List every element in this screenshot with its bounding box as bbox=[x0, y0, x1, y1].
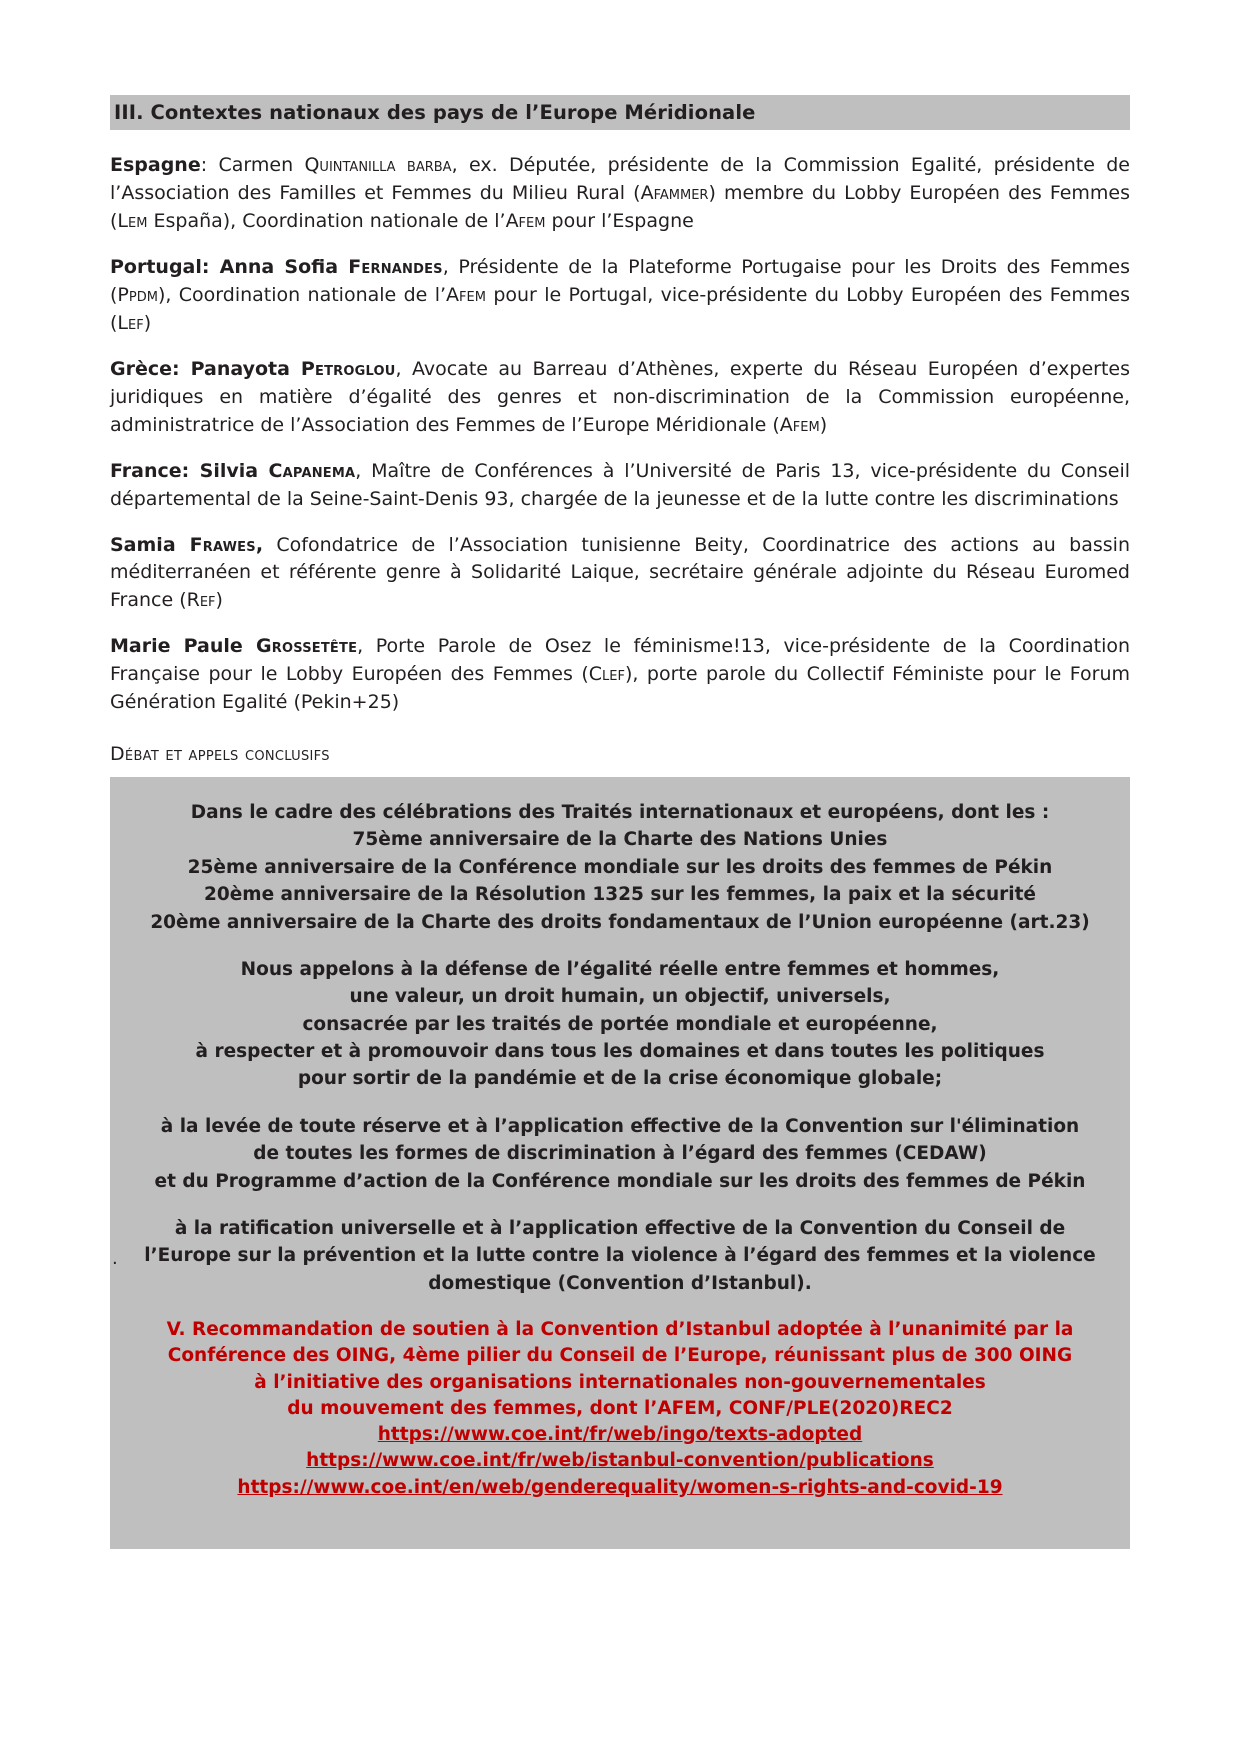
speaker-paragraph bbox=[110, 532, 1130, 616]
call-line: 75ème anniversaire de la Charte des Nations Unies bbox=[352, 829, 888, 851]
call-line-red: du mouvement des femmes, dont l’AFEM, CONF/PLE(2020)REC2 bbox=[287, 1397, 953, 1419]
call-line: Dans le cadre des célébrations des Traités internationaux et européens, dont les : bbox=[190, 802, 1050, 824]
speaker-name: France: Silvia Capanema bbox=[110, 459, 356, 482]
call-line-red: à l’initiative des organisations internationales non-gouvernementales bbox=[254, 1371, 986, 1393]
call-group-treaties bbox=[140, 799, 1100, 936]
call-line-red: Conférence des OING, 4ème pilier du Conseil de l’Europe, réunissant plus de 300 OING bbox=[167, 1345, 1073, 1367]
call-line: une valeur, un droit humain, un objectif, universels, bbox=[349, 986, 891, 1008]
call-line: à respecter et à promouvoir dans tous les domaines et dans toutes les politiques bbox=[195, 1041, 1045, 1063]
call-line: l’Europe sur la prévention et la lutte contre la violence à l’égard des femmes et la violence bbox=[144, 1245, 1096, 1267]
speaker-paragraph bbox=[110, 254, 1130, 338]
speaker-paragraph bbox=[110, 152, 1130, 236]
speaker-name: Grèce: Panayota Petroglou bbox=[110, 357, 396, 380]
call-line: 25ème anniversaire de la Conférence mondiale sur les droits des femmes de Pékin bbox=[187, 856, 1053, 878]
call-group-recommendation bbox=[140, 1317, 1100, 1501]
call-group-istanbul bbox=[140, 1215, 1100, 1297]
coe-ingo-texts-link[interactable]: https://www.coe.int/fr/web/ingo/texts-adopted bbox=[377, 1424, 863, 1446]
stray-mark: . bbox=[112, 1248, 118, 1269]
coe-istanbul-publications-link[interactable]: https://www.coe.int/fr/web/istanbul-convention/publications bbox=[306, 1450, 934, 1472]
speaker-paragraph bbox=[110, 458, 1130, 514]
link-line[interactable] bbox=[140, 1475, 1100, 1501]
call-line: 20ème anniversaire de la Charte des droits fondamentaux de l’Union européenne (art.23) bbox=[150, 911, 1090, 933]
call-line: 20ème anniversaire de la Résolution 1325 sur les femmes, la paix et la sécurité bbox=[204, 884, 1036, 906]
speaker-name: Marie Paule Grossetête bbox=[110, 635, 358, 658]
call-line: de toutes les formes de discrimination à l’égard des femmes (CEDAW) bbox=[253, 1143, 987, 1165]
call-group-cedaw bbox=[140, 1113, 1100, 1195]
speaker-name: Portugal: Anna Sofia Fernandes bbox=[110, 256, 443, 279]
coe-genderequality-covid-link[interactable]: https://www.coe.int/en/web/genderequality/women-s-rights-and-covid-19 bbox=[237, 1476, 1003, 1498]
speaker-description: Cofondatrice de l’Association tunisienne Beity, Coordinatrice des actions au bassin méditerranéen et référente genre à Solidarité Laique, secrétaire générale adjointe du Réseau Euromed France (Ref) bbox=[110, 533, 1130, 612]
speaker-description: , Avocate au Barreau d’Athènes, experte du Réseau Européen d’expertes juridiques en matière d’égalité des genres et non-discrimination de la Commission européenne, administratrice de l’Association des Femmes de l’Europe Méridionale (Afem) bbox=[110, 357, 1130, 436]
speaker-name: Samia Frawes, bbox=[110, 533, 264, 556]
call-line: pour sortir de la pandémie et de la crise économique globale; bbox=[297, 1068, 943, 1090]
speaker-description: : Carmen Quintanilla barba, ex. Députée, présidente de la Commission Egalité, présidente de l’Association des Familles et Femmes du Milieu Rural (Afammer) membre du Lobby Européen des Femmes (Lem España), Coordination nationale de l’Afem pour l’Espagne bbox=[110, 154, 1130, 233]
call-block bbox=[110, 777, 1130, 1549]
speaker-description: , Porte Parole de Osez le féminisme!13, vice-présidente de la Coordination Française pour le Lobby Européen des Femmes (Clef), porte parole du Collectif Féministe pour le Forum Génération Egalité (Pekin+25) bbox=[110, 635, 1131, 714]
section-heading-text: III. Contextes nationaux des pays de l’Europe Méridionale bbox=[114, 101, 756, 124]
call-line: à la ratification universelle et à l’application effective de la Convention du Conseil de bbox=[174, 1217, 1066, 1239]
speaker-description: , Présidente de la Plateforme Portugaise pour les Droits des Femmes (Ppdm), Coordination nationale de l’Afem pour le Portugal, vice-présidente du Lobby Européen des Femmes (Lef) bbox=[110, 256, 1130, 334]
call-line: consacrée par les traités de portée mondiale et européenne, bbox=[302, 1013, 938, 1035]
call-line: et du Programme d’action de la Conférence mondiale sur les droits des femmes de Pékin bbox=[154, 1170, 1086, 1192]
call-line: à la levée de toute réserve et à l’application effective de la Convention sur l'élimination bbox=[160, 1115, 1080, 1137]
call-line-red: V. Recommandation de soutien à la Convention d’Istanbul adoptée à l’unanimité par la bbox=[166, 1319, 1074, 1341]
speaker-paragraph bbox=[110, 633, 1130, 717]
speaker-paragraph bbox=[110, 356, 1130, 440]
link-line[interactable] bbox=[140, 1448, 1100, 1474]
speaker-name: Espagne bbox=[110, 154, 201, 177]
link-line[interactable] bbox=[140, 1422, 1100, 1448]
speaker-description: , Maître de Conférences à l’Université de Paris 13, vice-présidente du Conseil départemental de la Seine-Saint-Denis 93, chargée de la jeunesse et de la lutte contre les discriminations bbox=[110, 459, 1131, 510]
call-line: Nous appelons à la défense de l’égalité réelle entre femmes et hommes, bbox=[240, 958, 1000, 980]
debate-heading: Débat et appels conclusifs bbox=[110, 743, 330, 766]
call-line: domestique (Convention d’Istanbul). bbox=[428, 1272, 812, 1294]
call-group-appeal bbox=[140, 956, 1100, 1093]
section-heading-band bbox=[110, 95, 1130, 130]
